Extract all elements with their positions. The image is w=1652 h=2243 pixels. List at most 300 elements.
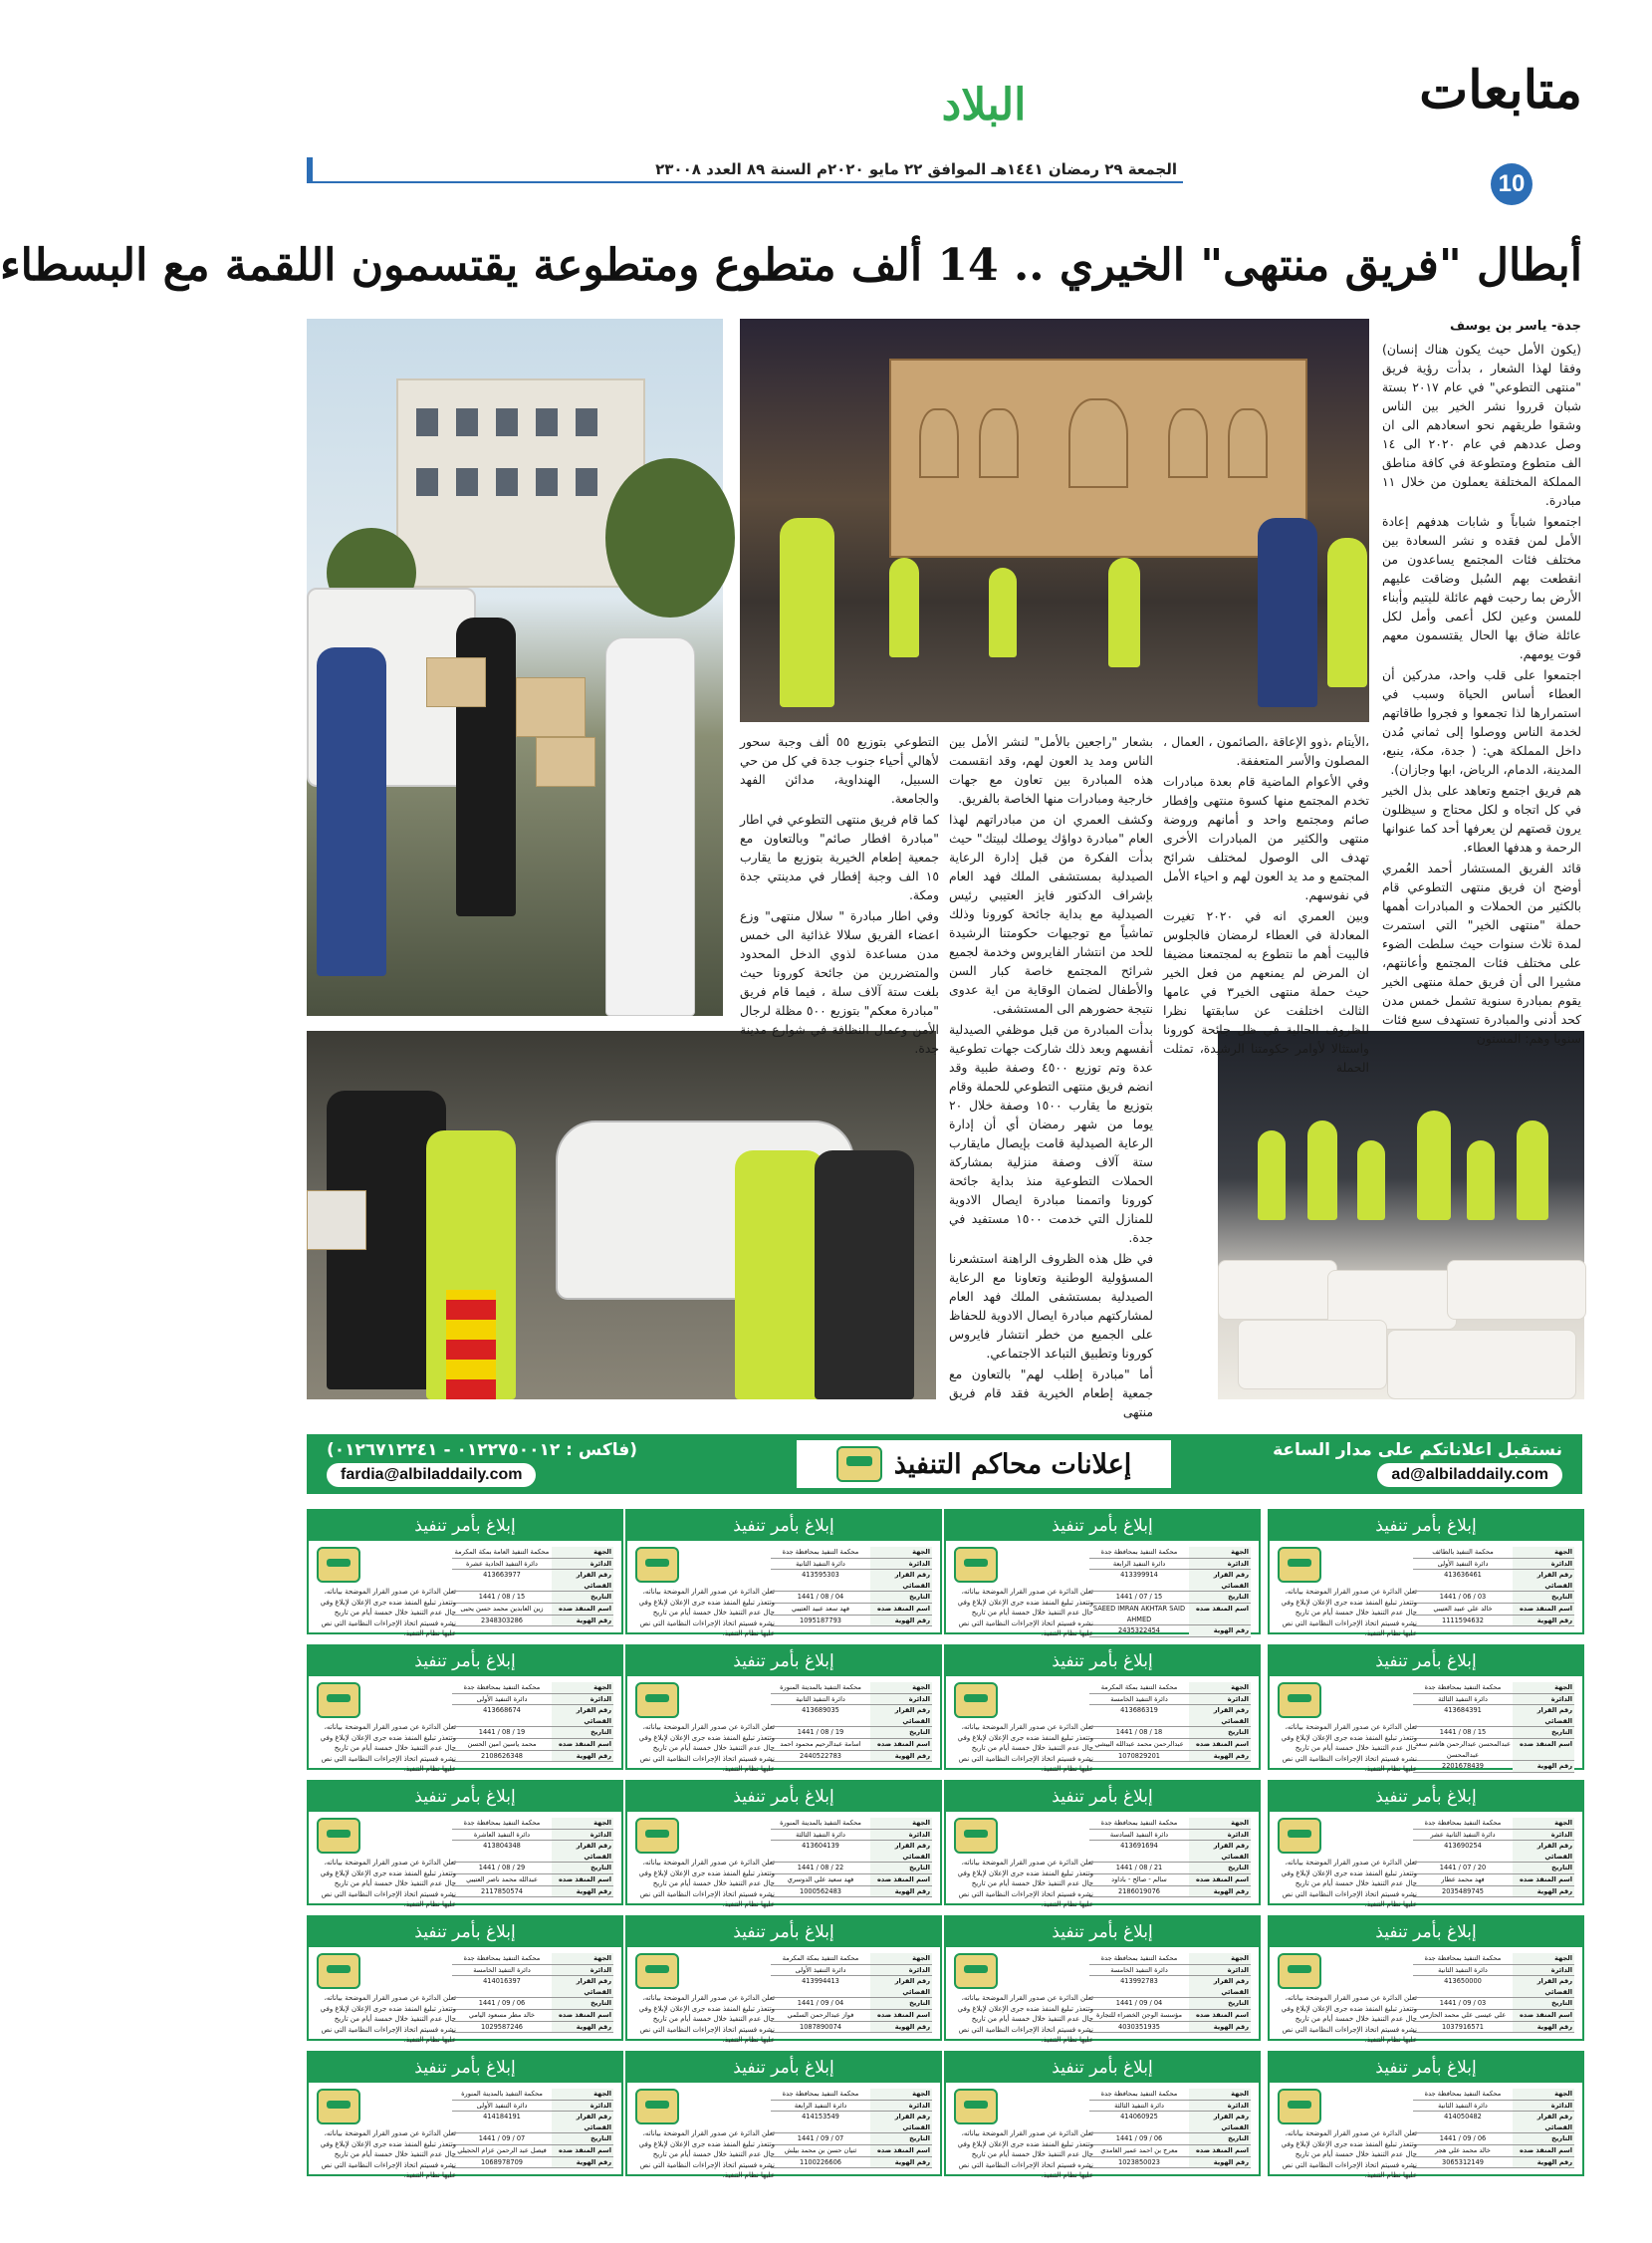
notice-value: خالد علي عبيد العتيبي	[1433, 1604, 1493, 1613]
notice-value: 413399914	[1120, 1571, 1158, 1580]
notice-value: 20 / 07 / 1441	[1439, 1864, 1487, 1872]
notice-row	[1089, 1570, 1251, 1592]
photo-volunteers-loading-van	[307, 319, 723, 1016]
article-column-4	[740, 732, 939, 1056]
notice-row	[452, 1682, 613, 1694]
notice-row	[452, 1818, 613, 1830]
notice-value: دائرة التنفيذ الثانية	[796, 1694, 845, 1703]
notice-table	[1413, 1953, 1574, 2033]
volunteer-shape	[780, 518, 834, 707]
paragraph: وكشف العمري ان من مبادراتهم لهذا العام "مبادرة دواؤك يوصلك لبيتك" حيث بدأت الفكرة من قبل إدارة الرعاية الصيدلية بمستشفى الملك فهد العام بإشراف الدكتور فايز العتيبي رئيس الصيدلية مع بداية جائحة كورونا وذلك تماشياً مع توجيهات حكومتنا الرشيدة للحد من انتشار الفايروس وخدمة لجميع شرائح المجتمع خاصة كبار السن والأطفال لضمان الوقاية من اية عدوى نتيجة حضورهم الى المستشفى.	[949, 812, 1153, 1016]
notice-row	[452, 2101, 613, 2113]
notice-row	[1413, 1841, 1574, 1863]
notice-label: الدائرة	[552, 1830, 613, 1841]
notice-title: إبلاغ بأمر تنفيذ	[627, 1917, 940, 1947]
notice-value: محكمة التنفيذ بمحافظة جدة	[463, 1954, 541, 1962]
notice-value: 21 / 08 / 1441	[1115, 1864, 1163, 1872]
notice-row	[771, 2089, 932, 2101]
notice-value: دائرة التنفيذ الثالثة	[1438, 1694, 1488, 1703]
notice-body-text: تعلن الدائرة عن صدور القرار الموضحة بياناته، وتتعذر تبليغ المنفذ ضده جرى الإعلان لإبلاغ وفي حال عدم التنفيذ خلال خمسة أيام من تاريخ نشره فسيتم اتخاذ الإجراءات النظامية التي نص عليها نظام التنفيذ.	[957, 2129, 1093, 2179]
notice-label: الجهة	[1513, 2089, 1574, 2100]
notice-value: 413595303	[802, 1571, 839, 1580]
notice-value: دائرة التنفيذ الرابعة	[794, 2101, 847, 2110]
notice-row	[1413, 2133, 1574, 2145]
notice-row	[1089, 2133, 1251, 2145]
notice-title: إبلاغ بأمر تنفيذ	[946, 1646, 1259, 1676]
notice-value: علي عيسى علي محمد الحازمي	[1419, 2010, 1507, 2019]
notice-title: إبلاغ بأمر تنفيذ	[1270, 1917, 1582, 1947]
notice-row	[1089, 1830, 1251, 1842]
notice-label: الدائرة	[1189, 1559, 1251, 1570]
notice-title: إبلاغ بأمر تنفيذ	[946, 1511, 1259, 1541]
court-ads-header	[307, 1434, 1582, 1494]
notice-value: دائرة التنفيذ الثانية	[796, 1559, 845, 1568]
notice-value: 06 / 09 / 1441	[1439, 2134, 1487, 2143]
court-emblem-icon	[954, 1818, 998, 1854]
notice-value: محكمة التنفيذ بمكة المكرمة	[782, 1954, 859, 1962]
notice-value: 1037916571	[1442, 2022, 1484, 2031]
newspaper-logo	[904, 80, 1063, 139]
notice-value: 4030351935	[1118, 2022, 1160, 2031]
article-byline: جدة- ياسر بن يوسف	[1449, 319, 1581, 334]
notice-row	[1089, 1863, 1251, 1874]
notice-value: محكمة التنفيذ بمحافظة جدة	[782, 2090, 859, 2098]
notice-row	[1089, 1739, 1251, 1751]
notice-row	[771, 1727, 932, 1739]
notice-value: 1095187793	[800, 1616, 841, 1624]
notice-label: اسم المنفذ ضده	[1513, 2145, 1574, 2156]
notice-label: الجهة	[1189, 1547, 1251, 1558]
notice-value: 413689035	[802, 1706, 839, 1715]
court-notice	[944, 2051, 1261, 2179]
notice-label: اسم المنفذ ضده	[552, 1739, 613, 1750]
notice-label: التاريخ	[1189, 1592, 1251, 1603]
court-emblem-icon	[1278, 1953, 1321, 1989]
notice-row	[452, 2112, 613, 2133]
notice-value: فهد سعد عبيد العتيبي	[792, 1604, 849, 1613]
notice-value: 1087890074	[800, 2022, 841, 2031]
notice-row	[452, 1604, 613, 1616]
page-number: 10	[1491, 163, 1533, 205]
notice-label: التاريخ	[1189, 1863, 1251, 1873]
notice-value: دائرة التنفيذ الخامسة	[473, 1965, 531, 1974]
notice-value: محكمة التنفيذ بمحافظة جدة	[782, 1548, 859, 1556]
notice-label: الجهة	[552, 2089, 613, 2100]
paragraph: وفي اطار مبادرة " سلال منتهى" وزع اعضاء الفريق سلالا غذائية الى خمس مدن مساعدة لذوي الدخل المحدود والمتضررين من جائحة كورونا حيث بلغت ستة آلاف سلة ، فيما قام فريق "مبادرة معكم" بتوزيع ٥٠٠ مظلة لرجال الأمن وعمال النظافة في شوارع مدينة جدة.	[740, 908, 939, 1056]
notice-value: 1068978709	[481, 2157, 523, 2166]
notice-table	[771, 1682, 932, 1762]
notice-row	[452, 1998, 613, 2010]
notice-value: 19 / 08 / 1441	[797, 1728, 844, 1737]
notice-row	[1413, 1863, 1574, 1874]
notice-row	[771, 1559, 932, 1571]
notice-title: إبلاغ بأمر تنفيذ	[1270, 1511, 1582, 1541]
notice-label: رقم الهوية	[1513, 1761, 1574, 1772]
notice-row	[1089, 1976, 1251, 1998]
notice-row	[771, 1705, 932, 1727]
notice-body-text: تعلن الدائرة عن صدور القرار الموضحة بياناته، وتتعذر تبليغ المنفذ ضده جرى الإعلان لإبلاغ وفي حال عدم التنفيذ خلال خمسة أيام من تاريخ نشره فسيتم اتخاذ الإجراءات النظامية التي نص عليها نظام التنفيذ.	[320, 1723, 456, 1773]
notice-value: محكمة التنفيذ بمحافظة جدة	[1424, 1954, 1502, 1962]
notice-label: الجهة	[870, 2089, 932, 2100]
notice-value: 1000562483	[800, 1886, 841, 1895]
notice-body-text: تعلن الدائرة عن صدور القرار الموضحة بياناته، وتتعذر تبليغ المنفذ ضده جرى الإعلان لإبلاغ وفي حال عدم التنفيذ خلال خمسة أيام من تاريخ نشره فسيتم اتخاذ الإجراءات النظامية التي نص عليها نظام التنفيذ.	[957, 1588, 1093, 1637]
court-emblem-icon	[635, 1682, 679, 1718]
notice-label: التاريخ	[552, 1863, 613, 1873]
notice-row	[1413, 1604, 1574, 1616]
notice-table	[1413, 2089, 1574, 2168]
notice-value: محكمة التنفيذ بمحافظة جدة	[1100, 2090, 1178, 2098]
notice-row	[1413, 2145, 1574, 2157]
notice-row	[1413, 1616, 1574, 1627]
issue-date-line: الجمعة ٢٩ رمضان ١٤٤١هـ الموافق ٢٢ مايو ٢٠٢٠م السنة ٨٩ العدد ٢٣٠٠٨	[307, 157, 1183, 183]
court-emblem-icon	[317, 1547, 360, 1583]
notice-value: محكمة التنفيذ بمحافظة جدة	[1424, 1819, 1502, 1827]
court-notice	[944, 1780, 1261, 1908]
notice-row	[771, 2112, 932, 2133]
notice-value: 19 / 08 / 1441	[478, 1728, 526, 1737]
notice-row	[1413, 1682, 1574, 1694]
court-notice	[625, 1509, 942, 1637]
court-emblem-icon	[317, 1953, 360, 1989]
paragraph: وبين العمري انه في ٢٠٢٠ تغيرت المعادلة في العطاء لرمضان فالجلوس فالبيت أهم ما نتطوع به لمجتمعنا مضيفا ان المرض لم يمنعهم من فعل الخير حيث حملة منتهى الخير٣ في عامها الثالث اختلفت عن سابقتها نظرا للظروف الحالية في ظل جائحة كورونا واستثالا لأوامر حكومتنا الرشيدة، تمثلت الحملة	[1163, 908, 1369, 1075]
notice-row	[771, 1604, 932, 1616]
notice-row	[1413, 1953, 1574, 1965]
notice-label: اسم المنفذ ضده	[1189, 1874, 1251, 1885]
notice-row	[1089, 1841, 1251, 1863]
notice-label: رقم الهوية	[1513, 1616, 1574, 1626]
court-emblem-icon	[954, 1547, 998, 1583]
notice-title: إبلاغ بأمر تنفيذ	[1270, 1782, 1582, 1812]
notice-row	[1089, 2022, 1251, 2034]
notice-value: 414153549	[802, 2113, 839, 2121]
notice-row	[771, 1694, 932, 1706]
notice-label: رقم القرار القضائي	[1189, 1570, 1251, 1591]
notice-body-text: تعلن الدائرة عن صدور القرار الموضحة بياناته، وتتعذر تبليغ المنفذ ضده جرى الإعلان لإبلاغ وفي حال عدم التنفيذ خلال خمسة أيام من تاريخ نشره فسيتم اتخاذ الإجراءات النظامية التي نص عليها نظام التنفيذ.	[638, 1994, 775, 2044]
paragraph: هم فريق اجتمع وتعاهد على بذل الخير في كل اتجاه و لكل محتاج و سيظلون يرون قصتهم لن يعرفها أحد كما عنوانها الرحمة و هدفها العطاء.	[1382, 783, 1581, 855]
notice-row	[1413, 1739, 1574, 1761]
notice-label: الدائرة	[1513, 1694, 1574, 1705]
notice-row	[1089, 1694, 1251, 1706]
notice-row	[1413, 1559, 1574, 1571]
notice-value: محكمة التنفيذ بالطائف	[1432, 1548, 1494, 1556]
notice-value: 15 / 07 / 1441	[1115, 1593, 1163, 1602]
notice-value: فهد محمد عطار	[1441, 1874, 1485, 1883]
notice-row	[771, 2133, 932, 2145]
notice-value: 2108626348	[481, 1751, 523, 1760]
notice-value: 2186019076	[1118, 1886, 1160, 1895]
notice-value: محكمة التنفيذ بالمدينة المنورة	[461, 2090, 543, 2098]
court-notice	[307, 1509, 623, 1637]
court-notice	[944, 1644, 1261, 1773]
notice-label: رقم الهوية	[1189, 1625, 1251, 1636]
notice-row	[1089, 1705, 1251, 1727]
notice-label: رقم القرار القضائي	[1513, 1976, 1574, 1997]
notice-row	[452, 2145, 613, 2157]
notice-row	[1413, 1705, 1574, 1727]
notice-label: الدائرة	[870, 1830, 932, 1841]
notice-row	[452, 1953, 613, 1965]
page-header	[307, 60, 1582, 197]
notice-row	[771, 1751, 932, 1763]
notice-label: الجهة	[552, 1818, 613, 1829]
notice-value: دائرة التنفيذ الثالثة	[1114, 2101, 1164, 2110]
notice-table	[1089, 1682, 1251, 1762]
notice-row	[1089, 1874, 1251, 1886]
notice-label: رقم الهوية	[870, 2157, 932, 2168]
notice-value: 413691694	[1120, 1842, 1158, 1851]
notice-row	[452, 1976, 613, 1998]
volunteer-shape	[1258, 1130, 1286, 1220]
notice-value: خالد مطر مسعود اليامي	[468, 2010, 536, 2019]
notice-row	[1413, 1874, 1574, 1886]
notice-label: رقم القرار القضائي	[1189, 1976, 1251, 1997]
notice-value: 1111594632	[1442, 1616, 1484, 1624]
notice-table	[452, 1953, 613, 2033]
notice-label: التاريخ	[870, 2133, 932, 2144]
notice-title: إبلاغ بأمر تنفيذ	[946, 2053, 1259, 2083]
notice-row	[1413, 2112, 1574, 2133]
notice-value: 2440522783	[800, 1751, 841, 1760]
notice-value: 413684391	[1444, 1706, 1482, 1715]
notice-value: خالد محمد علي هجر	[1435, 2145, 1491, 2154]
paragraph: (يكون الأمل حيث يكون هناك إنسان) وفقا لهذا الشعار ، بدأت رؤية فريق "منتهى التطوعي" في عام ٢٠١٧ بستة شبان قرروا نشر الخير بين الناس وشقوا طريقهم نحو اسعادهم الى ان وصل عددهم في عام ٢٠٢٠ الى ١٤ الف متطوع ومتطوعة في كافة مناطق المملكة المختلفة يعملون من خلال ١١ مبادرة.	[1382, 342, 1582, 508]
notice-row	[771, 1570, 932, 1592]
notice-row	[452, 2089, 613, 2101]
notice-value: محكمة التنفيذ بمحافظة جدة	[1424, 2090, 1502, 2098]
notice-value: 414060925	[1120, 2113, 1158, 2121]
paragraph: بدأت المبادرة من قبل موظفي الصيدلية أنفسهم وبعد ذلك شاركت جهات تطوعية عدة وتم توزيع ٤٥٠٠ وصفة طبية وقد انضم فريق منتهى التطوعي للحملة وقام بتوزيع ما يقارب ١٥٠٠ وصفة خلال ٢٠ يوما من شهر رمضان أي أن إدارة الرعاية الصيدلية قامت بإيصال مايقارب ستة آلاف وصفة منزلية بمشاركة الحملات التطوعية منذ بداية جائحة كورونا واتممنا مبادرة ايصال الادوية للمنازل التي خدمت ١٥٠٠ مستفيد في جدة.	[949, 1022, 1154, 1245]
notice-label: التاريخ	[552, 1998, 613, 2009]
photo-volunteers-night-courtyard	[740, 319, 1369, 722]
court-emblem-icon	[317, 1682, 360, 1718]
court-notice	[1268, 1644, 1584, 1773]
notice-value: ثنيان حسن بن محمد بيلش	[784, 2145, 857, 2154]
court-notice	[307, 2051, 623, 2179]
notice-row	[1413, 1818, 1574, 1830]
notice-value: 413690254	[1444, 1842, 1482, 1851]
notice-row	[1089, 1625, 1251, 1637]
notice-row	[1089, 1604, 1251, 1625]
notice-row	[771, 2145, 932, 2157]
notice-label: الدائرة	[1189, 1830, 1251, 1841]
paragraph: اجتمعوا على قلب واحد، مدركين أن العطاء أساس الحياة وسبب في استمرارها لذا تجمعوا و فجروا طاقاتهم لخدمة الناس ووصلوا إلى ثماني مُدن داخل المملكة هي: ( جدة، مكة، ينبع، المدينة، الدمام، الرياض، ابها وجازان).	[1382, 667, 1581, 777]
notice-label: رقم الهوية	[1189, 2022, 1251, 2033]
court-emblem-icon	[635, 2089, 679, 2124]
notice-value: محكمة التنفيذ بالمدينة المنورة	[780, 1819, 861, 1827]
notice-table	[1089, 1953, 1251, 2033]
notice-row	[452, 1592, 613, 1604]
notice-row	[452, 1863, 613, 1874]
notice-value: 04 / 09 / 1441	[797, 1999, 844, 2008]
notice-row	[452, 1570, 613, 1592]
notice-table	[1089, 1547, 1251, 1637]
court-emblem-icon	[836, 1446, 882, 1482]
notice-body-text: تعلن الدائرة عن صدور القرار الموضحة بياناته، وتتعذر تبليغ المنفذ ضده جرى الإعلان لإبلاغ وفي حال عدم التنفيذ خلال خمسة أيام من تاريخ نشره فسيتم اتخاذ الإجراءات النظامية التي نص عليها نظام التنفيذ.	[320, 2129, 456, 2179]
notice-label: الجهة	[1513, 1547, 1574, 1558]
notice-label: التاريخ	[1189, 1998, 1251, 2009]
notice-body-text: تعلن الدائرة عن صدور القرار الموضحة بياناته، وتتعذر تبليغ المنفذ ضده جرى الإعلان لإبلاغ وفي حال عدم التنفيذ خلال خمسة أيام من تاريخ نشره فسيتم اتخاذ الإجراءات النظامية التي نص عليها نظام التنفيذ.	[957, 1723, 1093, 1773]
notice-row	[452, 1727, 613, 1739]
notice-label: اسم المنفذ ضده	[552, 1604, 613, 1615]
notice-title: إبلاغ بأمر تنفيذ	[309, 2053, 621, 2083]
notice-value: 2117850574	[481, 1886, 523, 1895]
ads-contact-right	[1204, 1438, 1562, 1487]
notice-label: رقم الهوية	[870, 1751, 932, 1762]
court-emblem-icon	[635, 1818, 679, 1854]
notice-row	[1413, 1761, 1574, 1773]
notice-value: محكمة التنفيذ بمحافظة جدة	[1100, 1954, 1178, 1962]
notice-value: دائرة التنفيذ الخامسة	[1110, 1694, 1168, 1703]
notice-value: 1100226606	[800, 2157, 841, 2166]
court-emblem-icon	[1278, 1818, 1321, 1854]
notice-value: اسامة عبدالرحيم محمود احمد	[780, 1739, 861, 1748]
notice-label: رقم القرار القضائي	[870, 1705, 932, 1726]
tree-shape	[605, 458, 735, 618]
court-notice	[625, 1780, 942, 1908]
notice-label: التاريخ	[552, 2133, 613, 2144]
notice-label: رقم القرار القضائي	[552, 1976, 613, 1997]
notice-value: 18 / 08 / 1441	[1115, 1728, 1163, 1737]
notice-value: 04 / 09 / 1441	[1115, 1999, 1163, 2008]
notice-label: الجهة	[870, 1682, 932, 1693]
notice-value: عبدالمحسن عبدالرحمن هاشم سعد عبدالمحسن	[1415, 1739, 1511, 1759]
notice-value: 2035489745	[1442, 1886, 1484, 1895]
notice-label: الجهة	[1189, 2089, 1251, 2100]
notice-body-text: تعلن الدائرة عن صدور القرار الموضحة بياناته، وتتعذر تبليغ المنفذ ضده جرى الإعلان لإبلاغ وفي حال عدم التنفيذ خلال خمسة أيام من تاريخ نشره فسيتم اتخاذ الإجراءات النظامية التي نص عليها نظام التنفيذ.	[638, 2129, 775, 2179]
notice-value: 06 / 09 / 1441	[1115, 2134, 1163, 2143]
notice-label: اسم المنفذ ضده	[1189, 2145, 1251, 2156]
notice-title: إبلاغ بأمر تنفيذ	[309, 1511, 621, 1541]
notice-row	[452, 1751, 613, 1763]
notice-label: رقم القرار القضائي	[1513, 1705, 1574, 1726]
notice-row	[452, 1886, 613, 1898]
notice-value: دائرة التنفيذ الحادية عشرة	[466, 1559, 538, 1568]
notice-row	[771, 1547, 932, 1559]
notice-row	[1089, 2101, 1251, 2113]
court-emblem-icon	[1278, 1547, 1321, 1583]
notice-value: دائرة التنفيذ الأولى	[476, 2101, 528, 2110]
notice-label: رقم القرار القضائي	[1189, 1841, 1251, 1862]
notice-value: SAEED IMRAN AKHTAR SAID AHMED	[1092, 1604, 1186, 1623]
court-emblem-icon	[1278, 2089, 1321, 2124]
ads-title-box	[795, 1438, 1173, 1490]
notice-value: 413650000	[1444, 1977, 1482, 1986]
notice-label: رقم الهوية	[1513, 1886, 1574, 1897]
notice-value: محكمة التنفيذ بالمدينة المنورة	[780, 1683, 861, 1691]
ads-availability-text: نستقبل اعلاناتكم على مدار الساعة	[1273, 1440, 1562, 1460]
notice-value: فيصل عبد الرحمن عزام الحجيلي	[457, 2145, 547, 2154]
ads-email[interactable]: ad@albiladdaily.com	[1377, 1463, 1562, 1487]
notice-label: رقم الهوية	[552, 1886, 613, 1897]
notice-value: 15 / 08 / 1441	[1439, 1728, 1487, 1737]
paragraph: وفي الأعوام الماضية قام بعدة مبادرات تخدم المجتمع منها كسوة منتهى وإفطار صائم ومجتمع واحد و أمانهم وروضة منتهى والكثير من المبادرات الأخرى تهدف الى الوصول لمختلف شرائح المجتمع و مد يد العون لهم و احياء الأمل في نفوسهم.	[1163, 774, 1369, 902]
notice-label: اسم المنفذ ضده	[1513, 1604, 1574, 1615]
ads-fax-text: (فاكس : ٠١٢٢٧٥٠٠١٢ - ٠١٢٦٧١٢٢٤١)	[327, 1440, 638, 1460]
notice-value: 413668674	[483, 1706, 521, 1715]
notice-row	[452, 1694, 613, 1706]
notice-row	[771, 2022, 932, 2034]
notice-value: 413994413	[802, 1977, 839, 1986]
court-notice	[1268, 1780, 1584, 1908]
notice-label: اسم المنفذ ضده	[1189, 1739, 1251, 1750]
notice-value: 1070829201	[1118, 1751, 1160, 1760]
notice-value: 413663977	[483, 1571, 521, 1580]
ads-fax-email[interactable]: fardia@albiladdaily.com	[327, 1463, 536, 1487]
notice-label: رقم الهوية	[1189, 2157, 1251, 2168]
notice-value: 2201678439	[1442, 1762, 1484, 1771]
notice-label: التاريخ	[1189, 2133, 1251, 2144]
notice-value: محكمة التنفيذ بمحافظة جدة	[463, 1819, 541, 1827]
notice-table	[771, 1547, 932, 1626]
court-notice	[944, 1509, 1261, 1637]
notice-value: زين العابدين محمد حسن يحيى	[460, 1604, 544, 1613]
notice-label: الدائرة	[870, 1559, 932, 1570]
photo-volunteers-by-car	[307, 1031, 936, 1399]
notice-body-text: تعلن الدائرة عن صدور القرار الموضحة بياناته، وتتعذر تبليغ المنفذ ضده جرى الإعلان لإبلاغ وفي حال عدم التنفيذ خلال خمسة أيام من تاريخ نشره فسيتم اتخاذ الإجراءات النظامية التي نص عليها نظام التنفيذ.	[1281, 1994, 1417, 2044]
notice-row	[452, 1705, 613, 1727]
notice-title: إبلاغ بأمر تنفيذ	[309, 1782, 621, 1812]
notice-label: التاريخ	[1513, 1727, 1574, 1738]
notice-label: اسم المنفذ ضده	[870, 2145, 932, 2156]
notice-label: الدائرة	[552, 1965, 613, 1976]
ads-title: إعلانات محاكم التنفيذ	[893, 1448, 1132, 1480]
notice-row	[1413, 2101, 1574, 2113]
notice-value: محكمة التنفيذ العامة بمكة المكرمة	[454, 1548, 550, 1556]
notice-label: رقم القرار القضائي	[1513, 1841, 1574, 1862]
notice-table	[452, 1818, 613, 1897]
notice-label: الدائرة	[1189, 1694, 1251, 1705]
notice-label: اسم المنفذ ضده	[1189, 1604, 1251, 1624]
notice-label: رقم القرار القضائي	[1189, 2112, 1251, 2132]
notice-row	[1413, 2157, 1574, 2169]
court-notice	[1268, 1915, 1584, 2044]
notice-body-text: تعلن الدائرة عن صدور القرار الموضحة بياناته، وتتعذر تبليغ المنفذ ضده جرى الإعلان لإبلاغ وفي حال عدم التنفيذ خلال خمسة أيام من تاريخ نشره فسيتم اتخاذ الإجراءات النظامية التي نص عليها نظام التنفيذ.	[638, 1723, 775, 1773]
notice-label: التاريخ	[870, 1592, 932, 1603]
notice-value: محكمة التنفيذ بمحافظة جدة	[463, 1683, 541, 1691]
notice-body-text: تعلن الدائرة عن صدور القرار الموضحة بياناته، وتتعذر تبليغ المنفذ ضده جرى الإعلان لإبلاغ وفي حال عدم التنفيذ خلال خمسة أيام من تاريخ نشره فسيتم اتخاذ الإجراءات النظامية التي نص عليها نظام التنفيذ.	[638, 1588, 775, 1637]
court-emblem-icon	[317, 1818, 360, 1854]
notice-label: الجهة	[870, 1547, 932, 1558]
notice-row	[771, 1616, 932, 1627]
court-emblem-icon	[954, 1682, 998, 1718]
court-notice	[944, 1915, 1261, 2044]
notice-label: رقم القرار القضائي	[1189, 1705, 1251, 1726]
notice-label: رقم القرار القضائي	[870, 1841, 932, 1862]
notice-value: دائرة التنفيذ الثانية	[1438, 1965, 1488, 1974]
notice-value: 1029587246	[481, 2022, 523, 2031]
notice-value: 413636461	[1444, 1571, 1482, 1580]
notice-title: إبلاغ بأمر تنفيذ	[627, 1646, 940, 1676]
paragraph: أما "مبادرة إطلب لهم" بالتعاون مع جمعية إطعام الخيرية فقد قام فريق منتهى	[949, 1367, 1153, 1419]
notice-value: معرج بن احمد عمير الغامدي	[1100, 2145, 1178, 2154]
notice-value: 03 / 06 / 1441	[1439, 1593, 1487, 1602]
notice-title: إبلاغ بأمر تنفيذ	[1270, 1646, 1582, 1676]
notice-label: التاريخ	[552, 1727, 613, 1738]
notice-label: الدائرة	[870, 1965, 932, 1976]
notice-label: الدائرة	[1513, 1965, 1574, 1976]
notice-label: رقم الهوية	[1189, 1886, 1251, 1897]
notice-label: رقم الهوية	[870, 2022, 932, 2033]
notice-row	[452, 1965, 613, 1977]
notice-value: سالم - صالح - باداود	[1111, 1874, 1167, 1883]
notice-label: الجهة	[1189, 1953, 1251, 1964]
notice-label: الجهة	[1513, 1953, 1574, 1964]
notice-value: 06 / 09 / 1441	[478, 1999, 526, 2008]
notice-row	[1413, 1592, 1574, 1604]
notice-value: محكمة التنفيذ بمحافظة جدة	[1100, 1819, 1178, 1827]
notice-row	[1413, 2089, 1574, 2101]
notice-label: الدائرة	[1513, 2101, 1574, 2112]
